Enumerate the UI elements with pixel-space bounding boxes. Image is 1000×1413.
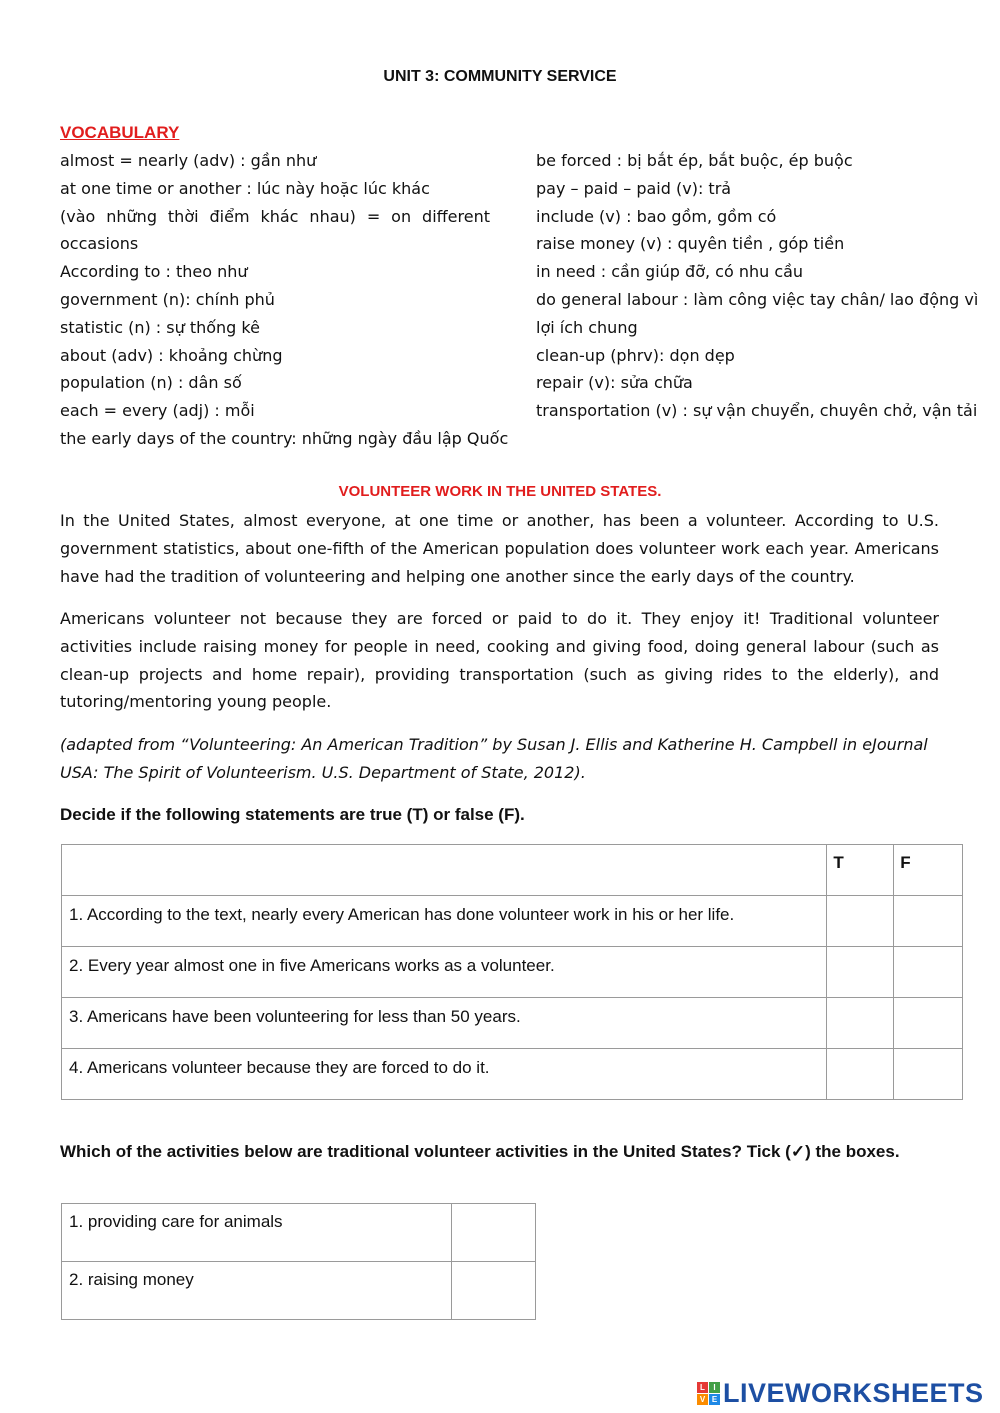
false-answer-box[interactable]: [894, 998, 963, 1049]
vocab-entry: transportation (v) : sự vận chuyển, chuyên chở, vận tải: [536, 401, 978, 421]
vocab-word: điểm: [209, 206, 250, 226]
logo-icon-letter: V: [697, 1394, 708, 1405]
logo-icon-letter: I: [709, 1382, 720, 1393]
vocab-word: những: [106, 206, 157, 226]
true-answer-box[interactable]: [827, 947, 894, 998]
vocab-entry: clean-up (phrv): dọn dẹp: [536, 345, 735, 365]
activities-table: [61, 1203, 536, 1320]
table-row: [62, 947, 963, 998]
header-true: T: [827, 845, 894, 896]
citation: (adapted from “Volunteering: An American Tradition” by Susan J. Ellis and Katherine H. Campbell in eJournal USA: The Spirit of Volunteerism. U.S. Department of State, 2012).: [60, 735, 928, 782]
false-answer-box[interactable]: [894, 896, 963, 947]
vocab-entry: include (v) : bao gồm, gồm có: [536, 206, 777, 226]
statement-text: 1. According to the text, nearly every American has done volunteer work in his or her life.: [62, 896, 827, 947]
vocab-word: different: [422, 206, 490, 226]
vocab-entry: each = every (adj) : mỗi: [60, 401, 255, 421]
vocab-entry: the early days of the country: những ngày đầu lập Quốc: [60, 428, 509, 448]
false-answer-box[interactable]: [894, 947, 963, 998]
statement-text: 2. Every year almost one in five Americans works as a volunteer.: [62, 947, 827, 998]
true-false-instruction: Decide if the following statements are true (T) or false (F).: [60, 805, 525, 824]
vocab-entry: lợi ích chung: [536, 317, 638, 337]
vocabulary-right-column: [536, 147, 979, 425]
header-blank-cell: [62, 845, 827, 896]
vocab-entry: repair (v): sửa chữa: [536, 373, 693, 393]
table-row: [62, 1262, 536, 1320]
reading-title: VOLUNTEER WORK IN THE UNITED STATES.: [338, 483, 662, 500]
vocab-word: (vào: [60, 206, 96, 226]
true-answer-box[interactable]: [827, 896, 894, 947]
vocab-word: thời: [167, 206, 199, 226]
reading-paragraph-2: Americans volunteer not because they are forced or paid to do it. They enjoy it! Traditional volunteer activities include raising money for people in need, cooking and giving food, doing general labour (such as clean-up projects and home repair), providing transportation (such as giving rides to the elderly), and tutoring/mentoring young people.: [60, 609, 939, 712]
table-row: [62, 998, 963, 1049]
header-false: F: [894, 845, 963, 896]
true-answer-box[interactable]: [827, 1049, 894, 1100]
table-row: [62, 1049, 963, 1100]
vocab-word: =: [366, 206, 381, 226]
activity-text: 1. providing care for animals: [62, 1204, 452, 1262]
statement-text: 4. Americans volunteer because they are forced to do it.: [62, 1049, 827, 1100]
liveworksheets-logo[interactable]: [697, 1378, 984, 1409]
vocab-entry: almost = nearly (adv) : gần như: [60, 151, 317, 170]
vocab-entry: occasions: [60, 234, 139, 254]
vocab-entry: do general labour : làm công việc tay chân/ lao động vì: [536, 289, 979, 309]
vocab-entry: statistic (n) : sự thống kê: [60, 317, 260, 337]
false-answer-box[interactable]: [894, 1049, 963, 1100]
vocab-word: khác: [260, 206, 299, 226]
tick-box[interactable]: [452, 1204, 536, 1262]
logo-icon-letter: E: [709, 1394, 720, 1405]
vocab-entry: population (n) : dân số: [60, 373, 242, 393]
activities-instruction: Which of the activities below are traditional volunteer activities in the United States? Tick (✓) the boxes.: [60, 1142, 900, 1161]
statement-text: 3. Americans have been volunteering for less than 50 years.: [62, 998, 827, 1049]
vocab-word: on: [391, 206, 412, 226]
vocab-entry: pay – paid – paid (v): trả: [536, 178, 732, 198]
logo-icon: [697, 1382, 720, 1405]
activity-text: 2. raising money: [62, 1262, 452, 1320]
true-false-table: [61, 844, 963, 1100]
vocab-entry: about (adv) : khoảng chừng: [60, 345, 283, 365]
vocab-entry: According to : theo như: [60, 262, 248, 282]
vocab-entry: government (n): chính phủ: [60, 289, 275, 309]
reading-paragraph-1: In the United States, almost everyone, at one time or another, has been a volunteer. According to U.S. government statistics, about one-fifth of the American population does volunteer work each year. Americans have had the tradition of volunteering and helping one another since the early days of the country.: [60, 511, 939, 586]
vocab-entry: in need : cần giúp đỡ, có nhu cầu: [536, 262, 804, 282]
true-answer-box[interactable]: [827, 998, 894, 1049]
vocabulary-left-column: [60, 147, 509, 453]
table-row: [62, 896, 963, 947]
vocab-entry: raise money (v) : quyên tiền , góp tiền: [536, 234, 845, 254]
vocab-entry: at one time or another : lúc này hoặc lúc khác: [60, 178, 430, 198]
tick-box[interactable]: [452, 1262, 536, 1320]
page-title: UNIT 3: COMMUNITY SERVICE: [383, 68, 617, 85]
table-header-row: [62, 845, 963, 896]
vocabulary-heading: VOCABULARY: [60, 123, 180, 142]
vocab-word: nhau): [309, 206, 356, 226]
vocab-entry-justified: [60, 203, 490, 231]
table-row: [62, 1204, 536, 1262]
vocab-entry: be forced : bị bắt ép, bắt buộc, ép buộc: [536, 151, 853, 170]
logo-icon-letter: L: [697, 1382, 708, 1393]
logo-text: LIVEWORKSHEETS: [723, 1378, 984, 1408]
